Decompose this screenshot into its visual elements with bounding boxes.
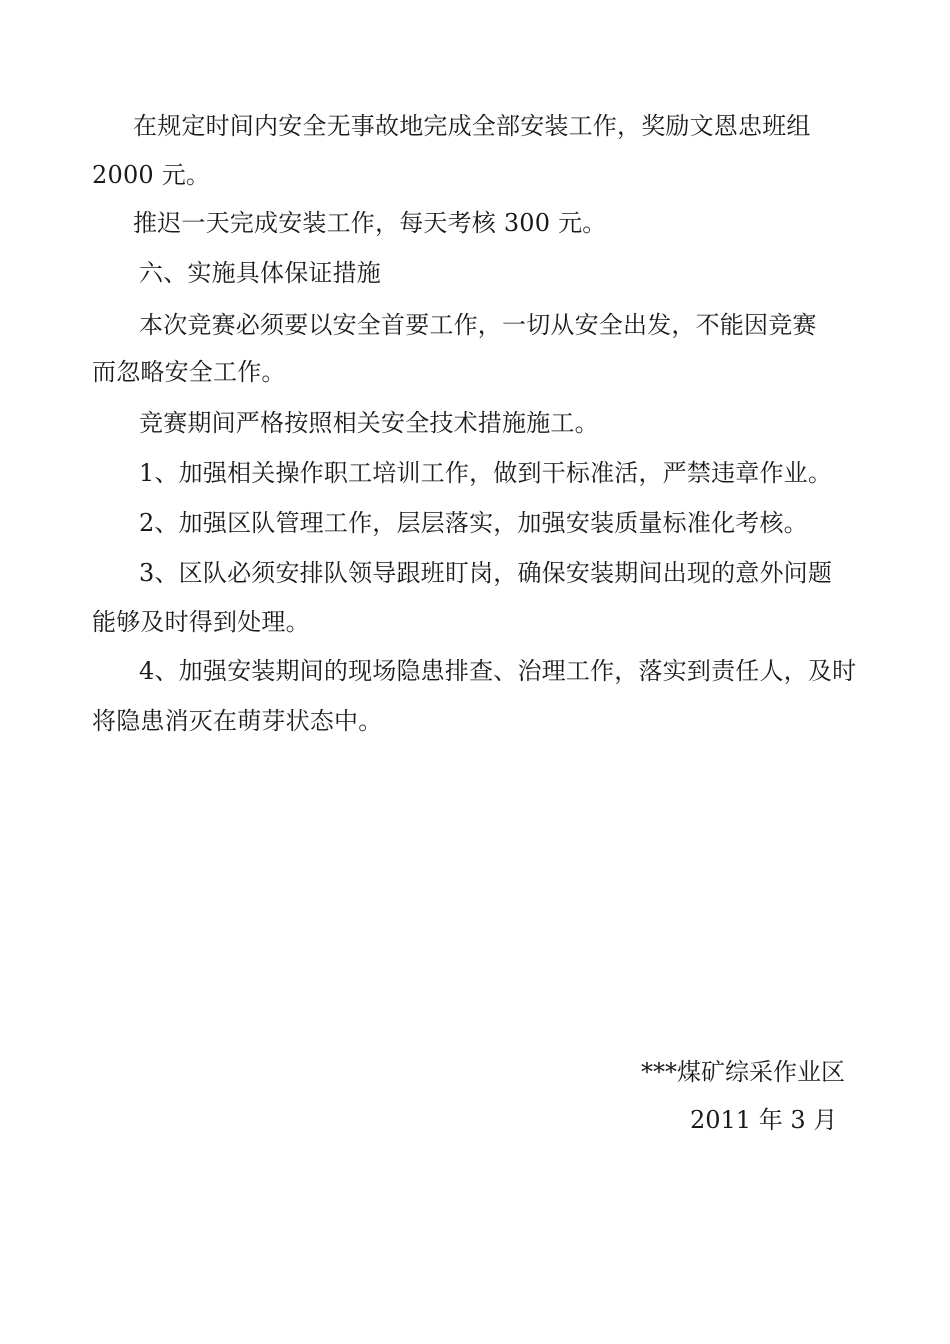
list-item-3-line-1: 3、区队必须安排队领导跟班盯岗，确保安装期间出现的意外问题 — [139, 559, 833, 587]
paragraph-5-line-1: 竞赛期间严格按照相关安全技术措施施工。 — [139, 409, 599, 437]
list-item-3-line-2: 能够及时得到处理。 — [92, 608, 310, 636]
list-item-4-line-2: 将隐患消灭在萌芽状态中。 — [92, 707, 383, 735]
list-item-2-line-1: 2、加强区队管理工作，层层落实，加强安装质量标准化考核。 — [139, 509, 808, 537]
list-item-1-line-1: 1、加强相关操作职工培训工作，做到干标准活，严禁违章作业。 — [139, 459, 833, 487]
paragraph-4-line-2: 而忽略安全工作。 — [92, 358, 286, 386]
paragraph-2-line-1: 推迟一天完成安装工作，每天考核 300 元。 — [133, 209, 607, 237]
section-heading: 六、实施具体保证措施 — [139, 259, 381, 287]
paragraph-1-line-1: 在规定时间内安全无事故地完成全部安装工作，奖励文恩忠班组 — [133, 112, 811, 140]
signature-organization: ***煤矿综采作业区 — [641, 1058, 845, 1086]
signature-date: 2011 年 3 月 — [690, 1106, 838, 1134]
paragraph-4-line-1: 本次竞赛必须要以安全首要工作，一切从安全出发，不能因竞赛 — [139, 311, 817, 339]
paragraph-1-line-2: 2000 元。 — [92, 161, 211, 189]
list-item-4-line-1: 4、加强安装期间的现场隐患排查、治理工作，落实到责任人，及时 — [139, 657, 857, 685]
